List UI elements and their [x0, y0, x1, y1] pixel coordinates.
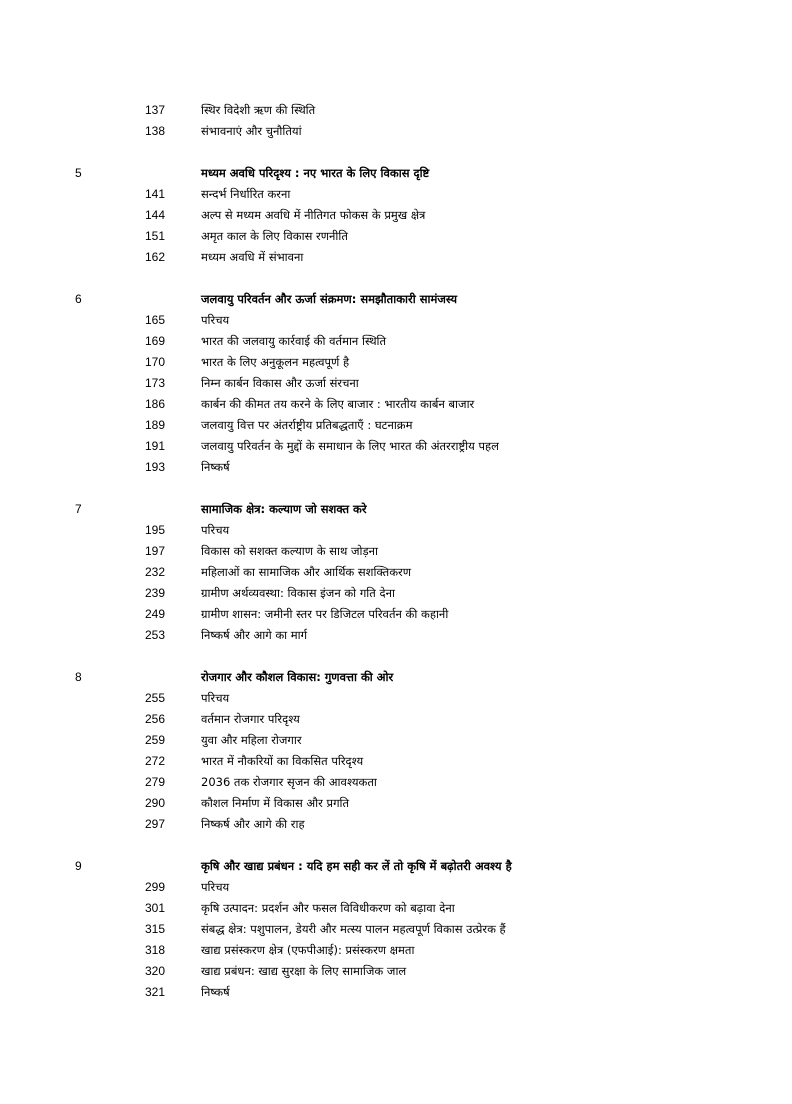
section-spacer — [0, 478, 792, 499]
entry-title: संबद्ध क्षेत्र: पशुपालन, डेयरी और मत्स्य पालन महत्वपूर्ण विकास उत्प्रेरक हैं — [201, 922, 506, 936]
page-number: 141 — [145, 187, 166, 201]
entry-title: सन्दर्भ निर्धारित करना — [201, 187, 291, 201]
page-number: 315 — [145, 922, 166, 936]
toc-entry — [0, 457, 792, 478]
toc-entry — [0, 100, 792, 121]
entry-title: ग्रामीण शासन: जमीनी स्तर पर डिजिटल परिवर्तन की कहानी — [201, 607, 449, 621]
page-number: 321 — [145, 985, 166, 999]
page-number: 253 — [145, 628, 166, 642]
toc-entry — [0, 814, 792, 835]
toc-entry — [0, 436, 792, 457]
entry-title: निम्न कार्बन विकास और ऊर्जा संरचना — [201, 376, 359, 390]
entry-title: स्थिर विदेशी ऋण की स्थिति — [201, 103, 316, 117]
entry-title: ग्रामीण अर्थव्यवस्था: विकास इंजन को गति देना — [201, 586, 395, 600]
toc-entry — [0, 793, 792, 814]
toc-entry — [0, 730, 792, 751]
entry-title: कौशल निर्माण में विकास और प्रगति — [201, 796, 350, 810]
page-number: 170 — [145, 355, 166, 369]
chapter-heading — [0, 856, 792, 877]
page-number: 232 — [145, 565, 166, 579]
entry-title: जलवायु वित्त पर अंतर्राष्ट्रीय प्रतिबद्धताएँ : घटनाक्रम — [201, 418, 413, 432]
toc-entry — [0, 247, 792, 268]
chapter-heading — [0, 289, 792, 310]
toc-entry — [0, 541, 792, 562]
section-spacer — [0, 142, 792, 163]
chapter-number: 8 — [75, 670, 82, 684]
entry-title: 2036 तक रोजगार सृजन की आवश्यकता — [201, 775, 377, 789]
chapter-number: 6 — [75, 292, 82, 306]
entry-title: जलवायु परिवर्तन के मुद्दों के समाधान के लिए भारत की अंतरराष्ट्रीय पहल — [201, 439, 499, 453]
entry-title: वर्तमान रोजगार परिदृश्य — [201, 712, 300, 726]
page-number: 301 — [145, 901, 166, 915]
page-number: 197 — [145, 544, 166, 558]
page-number: 162 — [145, 250, 166, 264]
entry-title: भारत में नौकरियों का विकसित परिदृश्य — [201, 754, 364, 768]
table-of-contents — [0, 100, 792, 1003]
toc-entry — [0, 310, 792, 331]
toc-entry — [0, 331, 792, 352]
chapter-title: कृषि और खाद्य प्रबंधन : यदि हम सही कर लें तो कृषि में बढ़ोतरी अवश्य है — [201, 859, 512, 873]
page-number: 299 — [145, 880, 166, 894]
page-number: 279 — [145, 775, 166, 789]
chapter-heading — [0, 499, 792, 520]
toc-entry — [0, 226, 792, 247]
toc-entry — [0, 520, 792, 541]
page-number: 138 — [145, 124, 166, 138]
page-number: 249 — [145, 607, 166, 621]
entry-title: निष्कर्ष — [201, 985, 230, 999]
chapter-title: सामाजिक क्षेत्र: कल्याण जो सशक्त करे — [201, 502, 367, 516]
section-spacer — [0, 835, 792, 856]
chapter-title: रोजगार और कौशल विकास: गुणवत्ता की ओर — [201, 670, 394, 684]
entry-title: परिचय — [201, 691, 230, 705]
entry-title: विकास को सशक्त कल्याण के साथ जोड़ना — [201, 544, 379, 558]
toc-entry — [0, 961, 792, 982]
entry-title: निष्कर्ष — [201, 460, 230, 474]
page-number: 239 — [145, 586, 166, 600]
entry-title: अमृत काल के लिए विकास रणनीति — [201, 229, 348, 243]
entry-title: परिचय — [201, 313, 230, 327]
toc-entry — [0, 121, 792, 142]
entry-title: खाद्य प्रबंधन: खाद्य सुरक्षा के लिए सामाजिक जाल — [201, 964, 407, 978]
chapter-heading — [0, 163, 792, 184]
toc-entry — [0, 919, 792, 940]
toc-entry — [0, 373, 792, 394]
page-number: 191 — [145, 439, 166, 453]
toc-entry — [0, 205, 792, 226]
entry-title: परिचय — [201, 880, 230, 894]
page-number: 297 — [145, 817, 166, 831]
section-spacer — [0, 268, 792, 289]
entry-title: निष्कर्ष और आगे की राह — [201, 817, 305, 831]
toc-entry — [0, 625, 792, 646]
entry-title: महिलाओं का सामाजिक और आर्थिक सशक्तिकरण — [201, 565, 412, 579]
entry-title: कार्बन की कीमत तय करने के लिए बाजार : भारतीय कार्बन बाजार — [201, 397, 475, 411]
toc-entry — [0, 562, 792, 583]
page-number: 137 — [145, 103, 166, 117]
page-number: 151 — [145, 229, 166, 243]
toc-entry — [0, 583, 792, 604]
entry-title: अल्प से मध्यम अवधि में नीतिगत फोकस के प्रमुख क्षेत्र — [201, 208, 426, 222]
toc-entry — [0, 898, 792, 919]
page-number: 318 — [145, 943, 166, 957]
chapter-number: 9 — [75, 859, 82, 873]
page-number: 195 — [145, 523, 166, 537]
toc-entry — [0, 751, 792, 772]
toc-entry — [0, 184, 792, 205]
page-number: 186 — [145, 397, 166, 411]
entry-title: युवा और महिला रोजगार — [201, 733, 302, 747]
entry-title: खाद्य प्रसंस्करण क्षेत्र (एफपीआई): प्रसंस्करण क्षमता — [201, 943, 415, 957]
toc-entry — [0, 415, 792, 436]
entry-title: भारत के लिए अनुकूलन महत्वपूर्ण है — [201, 355, 350, 369]
page-number: 320 — [145, 964, 166, 978]
page-number: 165 — [145, 313, 166, 327]
page-number: 259 — [145, 733, 166, 747]
toc-entry — [0, 394, 792, 415]
page-number: 144 — [145, 208, 166, 222]
page-number: 173 — [145, 376, 166, 390]
entry-title: कृषि उत्पादन: प्रदर्शन और फसल विविधीकरण को बढ़ावा देना — [201, 901, 455, 915]
page-number: 256 — [145, 712, 166, 726]
page-number: 193 — [145, 460, 166, 474]
chapter-title: जलवायु परिवर्तन और ऊर्जा संक्रमण: समझौताकारी सामंजस्य — [201, 292, 457, 306]
toc-entry — [0, 877, 792, 898]
entry-title: निष्कर्ष और आगे का मार्ग — [201, 628, 308, 642]
entry-title: संभावनाएं और चुनौतियां — [201, 124, 302, 138]
page-number: 255 — [145, 691, 166, 705]
toc-entry — [0, 940, 792, 961]
page-number: 189 — [145, 418, 166, 432]
section-spacer — [0, 646, 792, 667]
chapter-heading — [0, 667, 792, 688]
page-number: 272 — [145, 754, 166, 768]
toc-entry — [0, 688, 792, 709]
toc-entry — [0, 709, 792, 730]
entry-title: मध्यम अवधि में संभावना — [201, 250, 304, 264]
toc-entry — [0, 772, 792, 793]
page-number: 290 — [145, 796, 166, 810]
toc-entry — [0, 604, 792, 625]
toc-entry — [0, 352, 792, 373]
chapter-number: 7 — [75, 502, 82, 516]
toc-entry — [0, 982, 792, 1003]
entry-title: परिचय — [201, 523, 230, 537]
chapter-number: 5 — [75, 166, 82, 180]
entry-title: भारत की जलवायु कार्रवाई की वर्तमान स्थिति — [201, 334, 387, 348]
page-number: 169 — [145, 334, 166, 348]
chapter-title: मध्यम अवधि परिदृश्य : नए भारत के लिए विकास दृष्टि — [201, 166, 430, 180]
